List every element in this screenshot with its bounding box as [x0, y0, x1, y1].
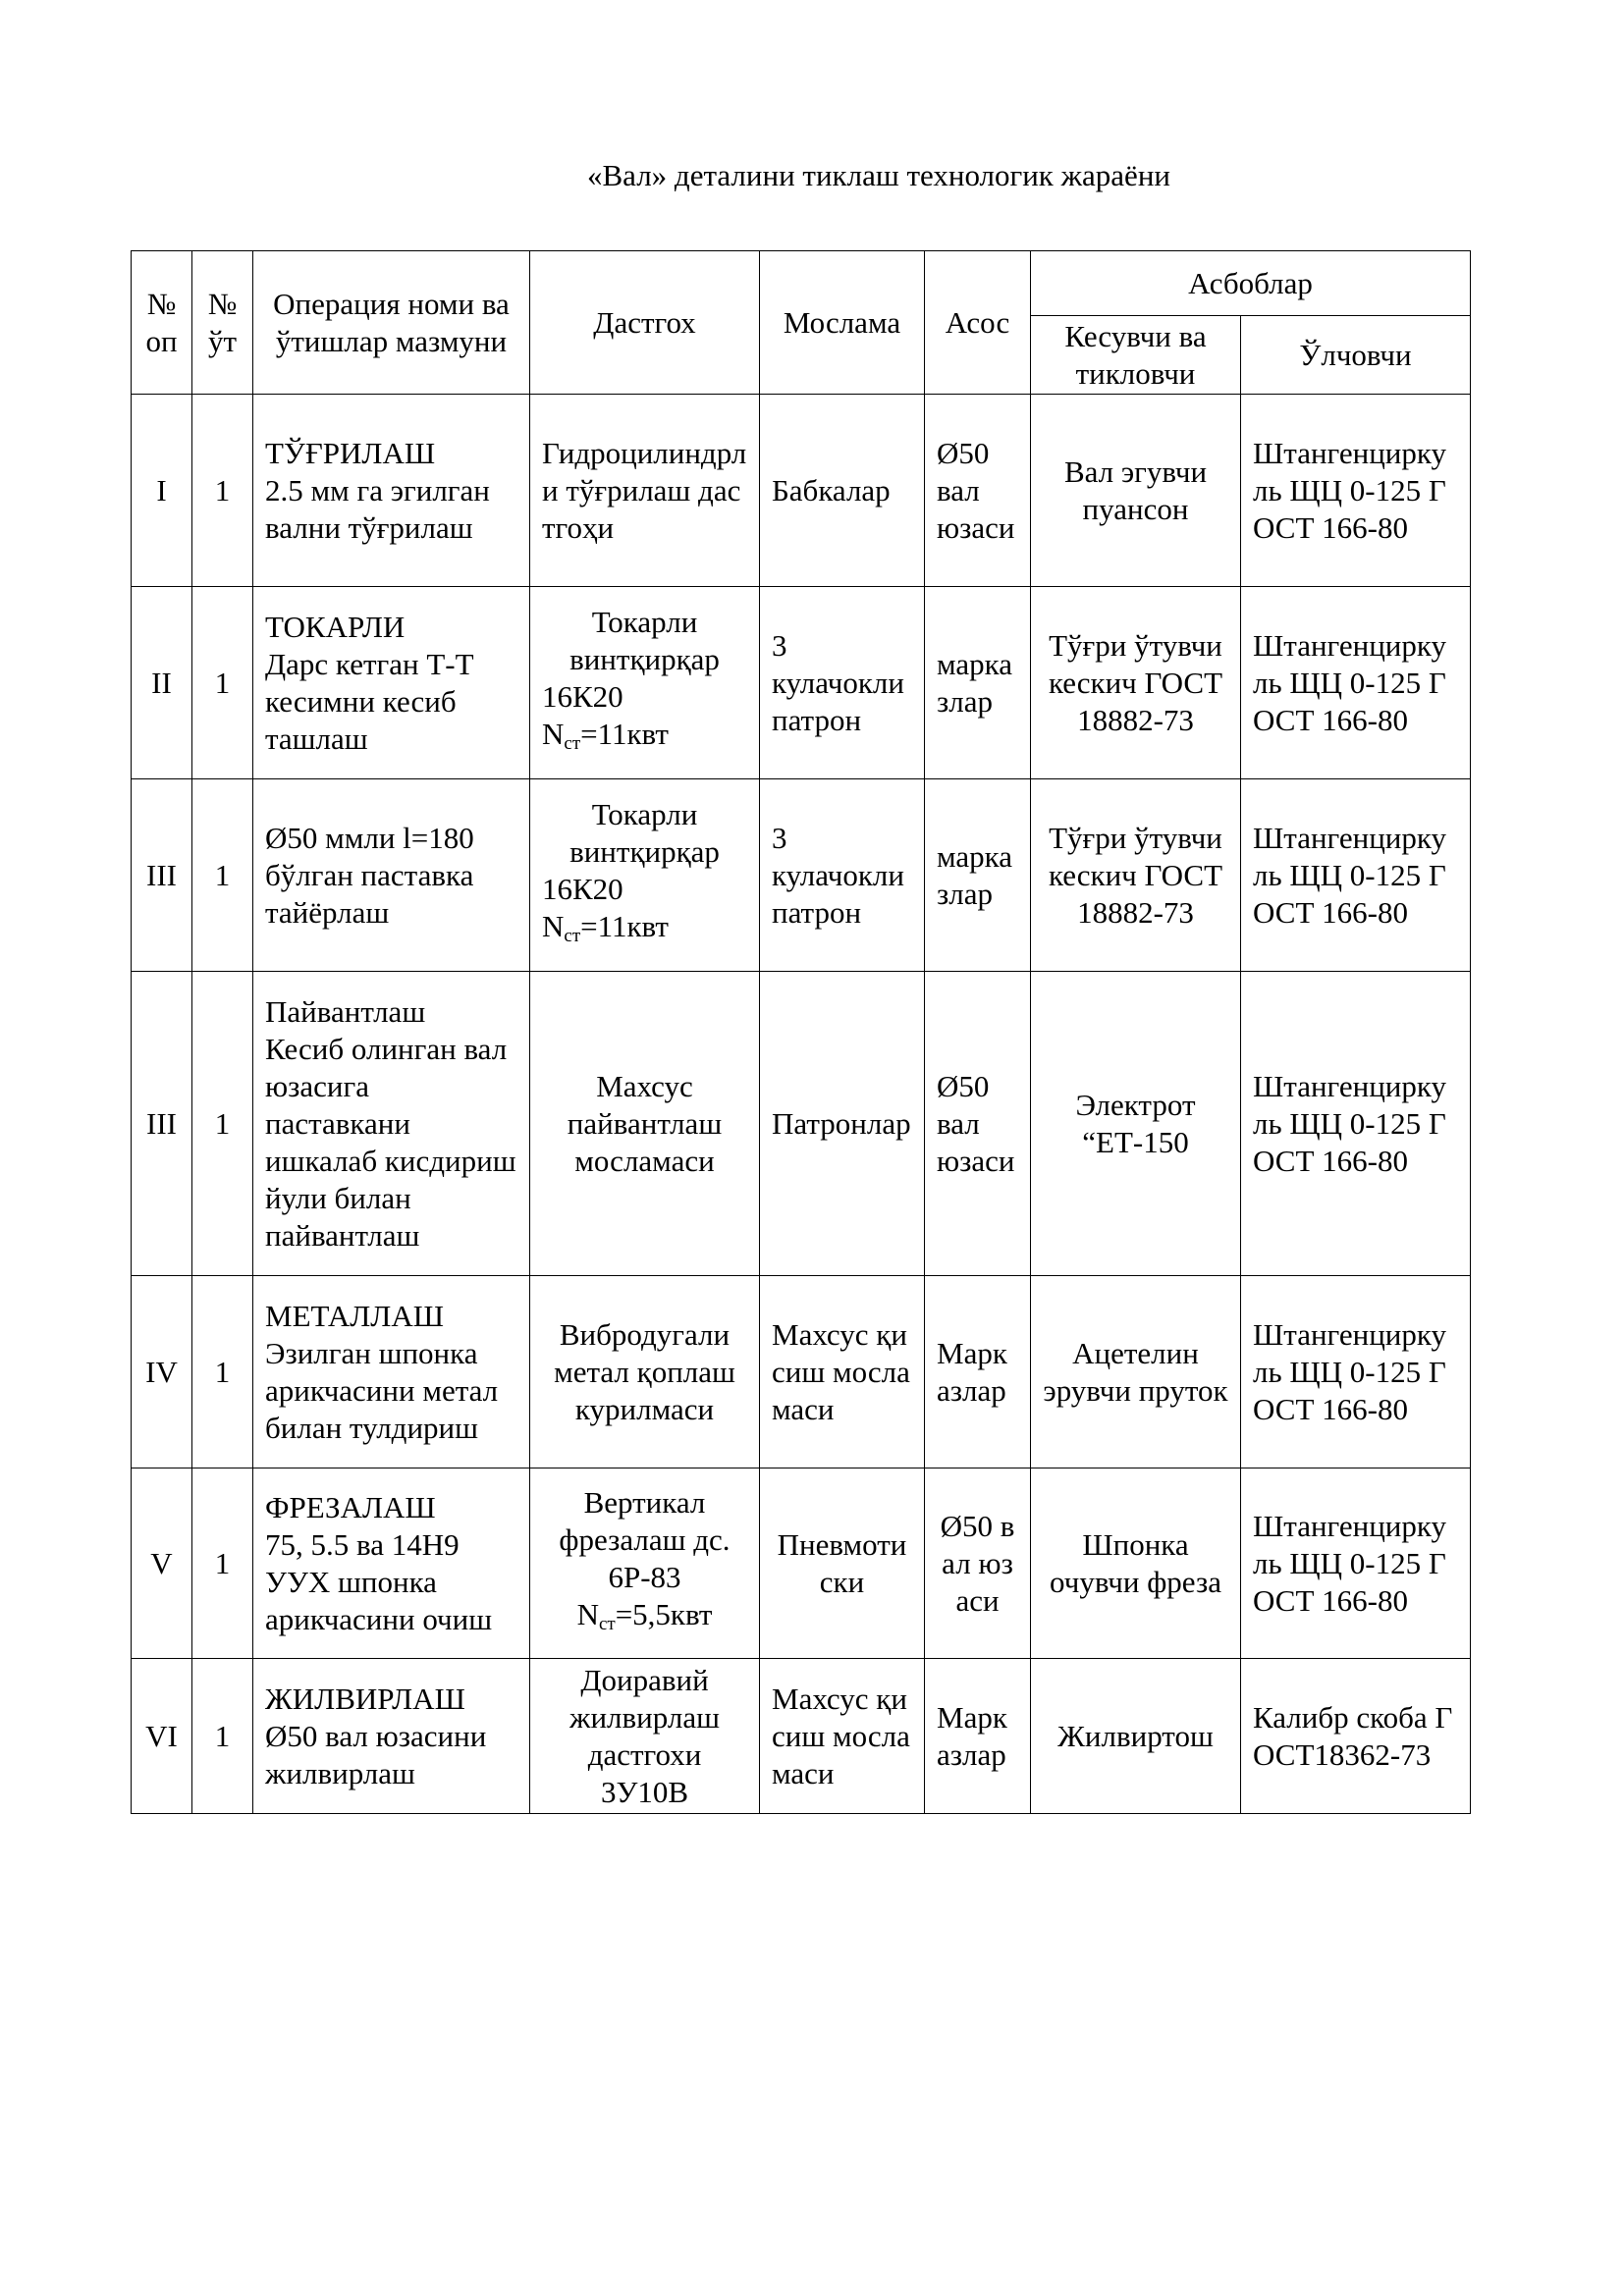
operation-content: Ø50 ммли l=180 бўлган паставка тайёрлаш	[265, 820, 474, 930]
operation-cell	[253, 587, 530, 779]
table-row	[132, 1468, 1471, 1659]
cutting-tool-cell: Жилвиртош	[1031, 1659, 1241, 1814]
header-cutting: Кесувчи ва тикловчи	[1031, 316, 1241, 395]
measuring-tool-cell: Калибр скоба ГОСТ18362-73	[1241, 1659, 1471, 1814]
cutting-tool-cell: Ацетелин эрувчи пруток	[1031, 1276, 1241, 1468]
machine-cell: Доиравий жилвирлаш дастгохи 3У10В	[530, 1659, 760, 1814]
operations-table	[131, 250, 1471, 1814]
measuring-tool-cell: Штангенциркуль ЩЦ 0-125 ГОСТ 166-80	[1241, 972, 1471, 1276]
machine-cell	[530, 1468, 760, 1659]
base-cell: марказлар	[925, 779, 1031, 972]
operation-name: ТОКАРЛИ	[265, 609, 406, 644]
operation-content: Ø50 вал юзасини жилвирлаш	[265, 1718, 487, 1790]
table-row	[132, 587, 1471, 779]
operation-name: МЕТАЛЛАШ	[265, 1298, 444, 1333]
machine-model: 16К20	[542, 678, 623, 714]
measuring-tool-cell: Штангенциркуль ЩЦ 0-125 ГОСТ 166-80	[1241, 779, 1471, 972]
fixture-cell: Патронлар	[760, 972, 925, 1276]
operation-content: 2.5 мм га эгилган вални тўғрилаш	[265, 472, 490, 545]
operation-cell	[253, 395, 530, 587]
step-number: 1	[192, 972, 253, 1276]
machine-cell: Гидроцилиндрли тўғрилаш дастгоҳи	[530, 395, 760, 587]
cutting-tool-cell: Вал эгувчи пуансон	[1031, 395, 1241, 587]
table-row	[132, 1659, 1471, 1814]
cutting-tool-cell: Шпонка очувчи фреза	[1031, 1468, 1241, 1659]
table-row	[132, 779, 1471, 972]
header-op-no: № оп	[132, 251, 192, 395]
op-number: III	[132, 972, 192, 1276]
operation-content: Эзилган шпонка арикчасини метал билан тулдириш	[265, 1335, 499, 1445]
operation-name: Пайвантлаш	[265, 993, 426, 1029]
measuring-tool-cell: Штангенциркуль ЩЦ 0-125 ГОСТ 166-80	[1241, 395, 1471, 587]
operation-cell	[253, 779, 530, 972]
operation-name: ЖИЛВИРЛАШ	[265, 1681, 465, 1716]
header-operation: Операция номи ва ўтишлар мазмуни	[253, 251, 530, 395]
machine-cell: Махсус пайвантлаш мосламаси	[530, 972, 760, 1276]
fixture-cell: Махсус қисиш мосламаси	[760, 1659, 925, 1814]
header-measuring: Ўлчовчи	[1241, 316, 1471, 395]
op-number: VI	[132, 1659, 192, 1814]
operation-cell	[253, 1659, 530, 1814]
base-cell: Марказлар	[925, 1659, 1031, 1814]
op-number: I	[132, 395, 192, 587]
header-row-1	[132, 251, 1471, 316]
base-cell: Ø50 вал юзаси	[925, 1468, 1031, 1659]
operation-cell	[253, 972, 530, 1276]
operation-content: Кесиб олинган вал юзасига паставкани ишкалаб кисдириш йули билан пайвантлаш	[265, 1031, 516, 1253]
op-number: IV	[132, 1276, 192, 1468]
table-row	[132, 972, 1471, 1276]
machine-cell: Вибродугали метал қоплаш курилмаси	[530, 1276, 760, 1468]
table-row	[132, 395, 1471, 587]
base-cell: Марказлар	[925, 1276, 1031, 1468]
header-step-no: № ўт	[192, 251, 253, 395]
header-base: Асос	[925, 251, 1031, 395]
machine-name: Вертикал фрезалаш дс.	[559, 1484, 731, 1557]
base-cell: Ø50 вал юзаси	[925, 972, 1031, 1276]
fixture-cell: 3 кулачокли патрон	[760, 587, 925, 779]
machine-cell	[530, 587, 760, 779]
fixture-cell: Махсус қисиш мосламаси	[760, 1276, 925, 1468]
op-number: V	[132, 1468, 192, 1659]
operation-content: 75, 5.5 ва 14Н9 УУХ шпонка арикчасини очиш	[265, 1526, 493, 1636]
step-number: 1	[192, 395, 253, 587]
measuring-tool-cell: Штангенциркуль ЩЦ 0-125 ГОСТ 166-80	[1241, 1276, 1471, 1468]
step-number: 1	[192, 1659, 253, 1814]
step-number: 1	[192, 1276, 253, 1468]
op-number: III	[132, 779, 192, 972]
step-number: 1	[192, 779, 253, 972]
page-title: «Вал» деталини тиклаш технологик жараёни	[587, 158, 1170, 192]
operation-content: Дарс кетган Т-Т кесимни кесиб ташлаш	[265, 646, 474, 756]
machine-power: $N_{ст}=11квт$	[542, 716, 669, 754]
machine-model: 16К20	[542, 871, 623, 906]
machine-power: $N_{ст}=5,5квт$	[576, 1596, 713, 1634]
base-cell: Ø50 вал юзаси	[925, 395, 1031, 587]
operation-name: ФРЕЗАЛАШ	[265, 1489, 436, 1524]
operation-name: ТЎҒРИЛАШ	[265, 435, 436, 470]
header-fixture: Мослама	[760, 251, 925, 395]
machine-cell	[530, 779, 760, 972]
base-cell: марказлар	[925, 587, 1031, 779]
cutting-tool-cell: Тўғри ўтувчи кескич ГОСТ 18882-73	[1031, 587, 1241, 779]
measuring-tool-cell: Штангенциркуль ЩЦ 0-125 ГОСТ 166-80	[1241, 587, 1471, 779]
operation-cell	[253, 1276, 530, 1468]
cutting-tool-cell: Электрот “ЕТ-150	[1031, 972, 1241, 1276]
header-tools: Асбоблар	[1031, 251, 1471, 316]
machine-power: $N_{ст}=11квт$	[542, 908, 669, 946]
measuring-tool-cell: Штангенциркуль ЩЦ 0-125 ГОСТ 166-80	[1241, 1468, 1471, 1659]
fixture-cell: Бабкалар	[760, 395, 925, 587]
machine-model: 6Р-83	[608, 1559, 681, 1594]
step-number: 1	[192, 587, 253, 779]
operation-cell	[253, 1468, 530, 1659]
header-machine: Дастгох	[530, 251, 760, 395]
op-number: II	[132, 587, 192, 779]
machine-name: Токарли винтқирқар	[569, 604, 720, 676]
fixture-cell: Пневмотиски	[760, 1468, 925, 1659]
step-number: 1	[192, 1468, 253, 1659]
cutting-tool-cell: Тўғри ўтувчи кескич ГОСТ 18882-73	[1031, 779, 1241, 972]
fixture-cell: 3 кулачокли патрон	[760, 779, 925, 972]
machine-name: Токарли винтқирқар	[569, 796, 720, 869]
table-row	[132, 1276, 1471, 1468]
